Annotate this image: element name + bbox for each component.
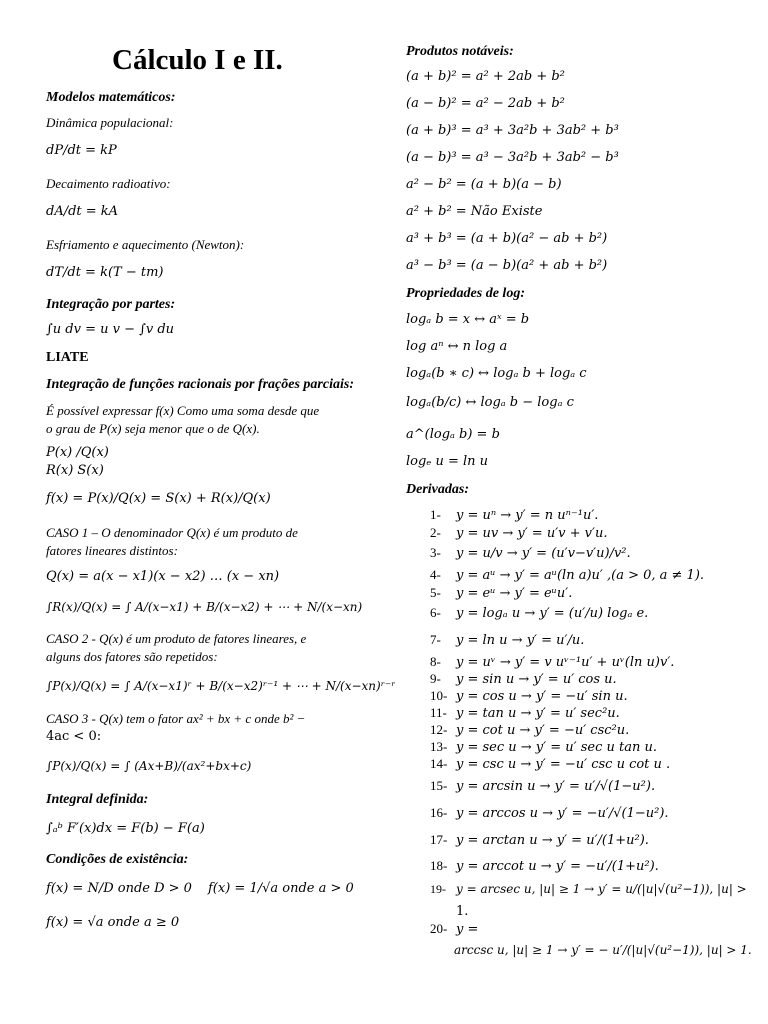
log-3: logₐ(b ∗ c) ↔ logₐ b + logₐ c bbox=[406, 366, 587, 381]
dinamica-label: Dinâmica populacional: bbox=[46, 115, 174, 130]
px-qx: P(x) /Q(x) bbox=[46, 445, 109, 460]
derivadas-heading: Derivadas: bbox=[406, 482, 469, 497]
produtos-heading: Produtos notáveis: bbox=[406, 44, 514, 59]
caso3-text-2: 4ac < 0: bbox=[46, 729, 102, 744]
produto-7: a³ + b³ = (a + b)(a² − ab + b²) bbox=[406, 231, 608, 246]
condicao-1: f(x) = N/D onde D > 0 bbox=[46, 881, 192, 896]
log-heading: Propriedades de log: bbox=[406, 286, 525, 301]
derivada-16: 16- y = arccos u → y′ = −u′/√(1−u²). bbox=[430, 805, 669, 821]
caso1-text-2: fatores lineares distintos: bbox=[46, 543, 178, 558]
log-6: logₑ u = ln u bbox=[406, 454, 489, 469]
derivada-19: 19- y = arcsec u, |u| ≥ 1 → y′ = u/(|u|√(u²−1)), |u| > bbox=[430, 882, 747, 896]
fracoes-text-1: É possível expressar f(x) Como uma soma desde que bbox=[46, 403, 320, 418]
derivada-5: 5- y = eᵘ → y′ = eᵘu′. bbox=[430, 585, 573, 601]
page-title: Cálculo I e II. bbox=[112, 44, 283, 76]
derivada-13: 13- y = sec u → y′ = u′ sec u tan u. bbox=[430, 739, 657, 755]
log-5: a^(logₐ b) = b bbox=[406, 427, 500, 442]
caso2-text-1: CASO 2 - Q(x) é um produto de fatores lineares, e bbox=[46, 631, 307, 646]
caso2-integral: ∫P(x)/Q(x) = ∫ A/(x−x1)ʳ + B/(x−x2)ʳ⁻¹ + ⋯ + N/(x−xn)ʳ⁻ʳ bbox=[46, 679, 396, 693]
fx-equation: f(x) = P(x)/Q(x) = S(x) + R(x)/Q(x) bbox=[46, 491, 271, 506]
derivada-3: 3- y = u/v → y′ = (u′v−v′u)/v². bbox=[430, 545, 631, 561]
derivada-9: 9- y = sin u → y′ = u′ cos u. bbox=[430, 671, 617, 687]
produto-4: (a − b)³ = a³ − 3a²b + 3ab² − b³ bbox=[406, 150, 619, 165]
caso1-integral: ∫R(x)/Q(x) = ∫ A/(x−x1) + B/(x−x2) + ⋯ + N/(x−xn) bbox=[46, 600, 363, 614]
decaimento-label: Decaimento radioativo: bbox=[46, 176, 171, 191]
condicao-2: f(x) = 1/√a onde a > 0 bbox=[208, 881, 354, 896]
log-4: logₐ(b/c) ↔ logₐ b − logₐ c bbox=[406, 395, 574, 410]
condicao-3: f(x) = √a onde a ≥ 0 bbox=[46, 915, 180, 930]
produto-6: a² + b² = Não Existe bbox=[406, 204, 543, 219]
liate-label: LIATE bbox=[46, 350, 89, 365]
rx-sx: R(x) S(x) bbox=[46, 463, 104, 478]
derivada-10: 10- y = cos u → y′ = −u′ sin u. bbox=[430, 688, 628, 704]
caso1-q-equation: Q(x) = a(x − x1)(x − x2) … (x − xn) bbox=[46, 569, 280, 584]
fracoes-heading: Integração de funções racionais por frações parciais: bbox=[46, 377, 354, 392]
derivada-12: 12- y = cot u → y′ = −u′ csc²u. bbox=[430, 722, 630, 738]
log-1: logₐ b = x ↔ aˣ = b bbox=[406, 312, 530, 327]
derivada-19-cont: 1. bbox=[456, 904, 469, 919]
derivada-20: 20- y = bbox=[430, 921, 479, 937]
produto-3: (a + b)³ = a³ + 3a²b + 3ab² + b³ bbox=[406, 123, 619, 138]
produto-8: a³ − b³ = (a − b)(a² + ab + b²) bbox=[406, 258, 608, 273]
log-2: log aⁿ ↔ n log a bbox=[406, 339, 508, 354]
produto-2: (a − b)² = a² − 2ab + b² bbox=[406, 96, 565, 111]
caso2-text-2: alguns dos fatores são repetidos: bbox=[46, 649, 218, 664]
derivada-15: 15- y = arcsin u → y′ = u′/√(1−u²). bbox=[430, 778, 656, 794]
produto-5: a² − b² = (a + b)(a − b) bbox=[406, 177, 562, 192]
derivada-2: 2- y = uv → y′ = u′v + v′u. bbox=[430, 525, 608, 541]
integracao-partes-heading: Integração por partes: bbox=[46, 297, 176, 312]
derivada-7: 7- y = ln u → y′ = u′/u. bbox=[430, 632, 585, 648]
derivada-17: 17- y = arctan u → y′ = u′/(1+u²). bbox=[430, 832, 649, 848]
derivada-11: 11- y = tan u → y′ = u′ sec²u. bbox=[430, 705, 620, 721]
esfriamento-equation: dT/dt = k(T − tm) bbox=[46, 265, 164, 280]
condicoes-heading: Condições de existência: bbox=[46, 852, 189, 867]
derivada-8: 8- y = uᵛ → y′ = v uᵛ⁻¹u′ + uᵛ(ln u)v′. bbox=[430, 654, 675, 670]
integracao-partes-equation: ∫u dv = u v − ∫v du bbox=[46, 322, 175, 337]
integral-definida-equation: ∫ₐᵇ F′(x)dx = F(b) − F(a) bbox=[46, 821, 205, 836]
caso3-integral: ∫P(x)/Q(x) = ∫ (Ax+B)/(ax²+bx+c) bbox=[46, 759, 252, 773]
caso3-text-1: CASO 3 - Q(x) tem o fator ax² + bx + c onde b² − bbox=[46, 711, 306, 726]
modelos-heading: Modelos matemáticos: bbox=[46, 90, 176, 105]
derivada-6: 6- y = logₐ u → y′ = (u′/u) logₐ e. bbox=[430, 605, 649, 621]
derivada-20-cont: arccsc u, |u| ≥ 1 → y′ = − u′/(|u|√(u²−1)), |u| > 1. bbox=[454, 943, 752, 957]
esfriamento-label: Esfriamento e aquecimento (Newton): bbox=[46, 237, 245, 252]
derivada-4: 4- y = aᵘ → y′ = aᵘ(ln a)u′ ,(a > 0, a ≠ 1). bbox=[430, 567, 705, 583]
caso1-text-1: CASO 1 – O denominador Q(x) é um produto de bbox=[46, 525, 298, 540]
produto-1: (a + b)² = a² + 2ab + b² bbox=[406, 69, 565, 84]
integral-definida-heading: Integral definida: bbox=[46, 792, 149, 807]
dinamica-equation: dP/dt = kP bbox=[46, 143, 117, 158]
decaimento-equation: dA/dt = kA bbox=[46, 204, 119, 219]
derivada-18: 18- y = arccot u → y′ = −u′/(1+u²). bbox=[430, 858, 659, 874]
fracoes-text-2: o grau de P(x) seja menor que o de Q(x). bbox=[46, 421, 260, 436]
derivada-14: 14- y = csc u → y′ = −u′ csc u cot u . bbox=[430, 756, 671, 772]
derivada-1: 1- y = uⁿ → y′ = n uⁿ⁻¹u′. bbox=[430, 507, 599, 523]
